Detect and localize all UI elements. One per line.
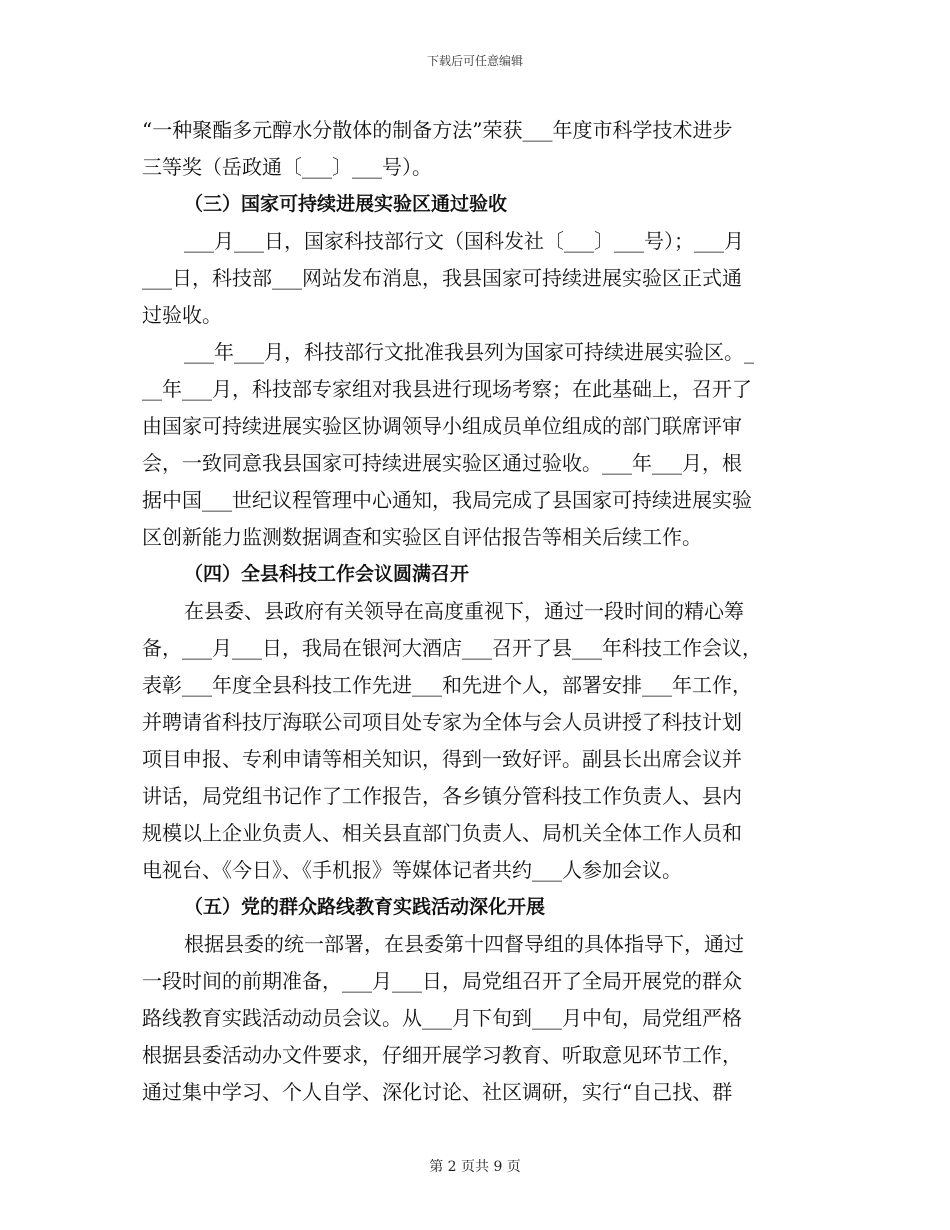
text-line: ___月___日，国家科技部行文（国科发社〔___〕___号）；___月	[184, 229, 744, 253]
text-line: 规模以上企业负责人、相关县直部门负责人、局机关全体工作人员和	[142, 821, 742, 845]
text-line: 备，___月___日，我局在银河大酒店___召开了县___年科技工作会议，	[142, 636, 762, 660]
text-line: 过验收。	[142, 303, 222, 327]
text-line: 通过集中学习、个人自学、深化讨论、社区调研，实行“自己找、群	[142, 1080, 733, 1104]
text-line: 根据县委活动办文件要求，仔细开展学习教育、听取意见环节工作，	[142, 1043, 742, 1067]
text-line: 由国家可持续进展实验区协调领导小组成员单位组成的部门联席评审	[142, 414, 742, 438]
text-line: 根据县委的统一部署，在县委第十四督导组的具体指导下，通过	[184, 932, 744, 956]
section-heading: （四）全县科技工作会议圆满召开	[184, 563, 470, 585]
page-footer: 第 2 页共 9 页	[429, 1159, 521, 1175]
text-line: 会，一致同意我县国家可持续进展实验区通过验收。___年___月，根	[142, 451, 742, 475]
text-line: 电视台、《今日》、《手机报》等媒体记者共约___人参加会议。	[142, 858, 682, 882]
text-line: 三等奖（岳政通〔___〕___号）。	[142, 155, 432, 179]
text-line: ___日，科技部___网站发布消息，我县国家可持续进展实验区正式通	[142, 266, 742, 290]
text-line: “一种聚酯多元醇水分散体的制备方法”荣获___年度市科学技术进步	[142, 118, 733, 142]
text-line: 在县委、县政府有关领导在高度重视下，通过一段时间的精心筹	[184, 599, 744, 623]
text-line: 项目申报、专利申请等相关知识，得到一致好评。副县长出席会议并	[142, 747, 742, 771]
text-line: 讲话，局党组书记作了工作报告，各乡镇分管科技工作负责人、县内	[142, 784, 742, 808]
section-heading: （三）国家可持续进展实验区通过验收	[184, 193, 508, 215]
section-heading: （五）党的群众路线教育实践活动深化开展	[184, 896, 546, 918]
text-line: 区创新能力监测数据调查和实验区自评估报告等相关后续工作。	[142, 525, 702, 549]
text-line: 路线教育实践活动动员会议。从___月下旬到___月中旬，局党组严格	[142, 1006, 742, 1030]
text-line: 一段时间的前期准备，___月___日，局党组召开了全局开展党的群众	[142, 969, 742, 993]
text-line: ___年___月，科技部行文批准我县列为国家可持续进展实验区。_	[184, 340, 754, 364]
text-line: 并聘请省科技厅海联公司项目处专家为全体与会人员讲授了科技计划	[142, 710, 742, 734]
page-header: 下载后可任意编辑	[426, 54, 523, 68]
text-line: 表彰___年度全县科技工作先进___和先进个人，部署安排___年工作，	[142, 673, 752, 697]
document-body	[142, 112, 808, 1111]
text-line: __年___月，科技部专家组对我县进行现场考察；在此基础上，召开了	[142, 377, 752, 401]
text-line: 据中国___世纪议程管理中心通知，我局完成了县国家可持续进展实验	[142, 488, 752, 512]
